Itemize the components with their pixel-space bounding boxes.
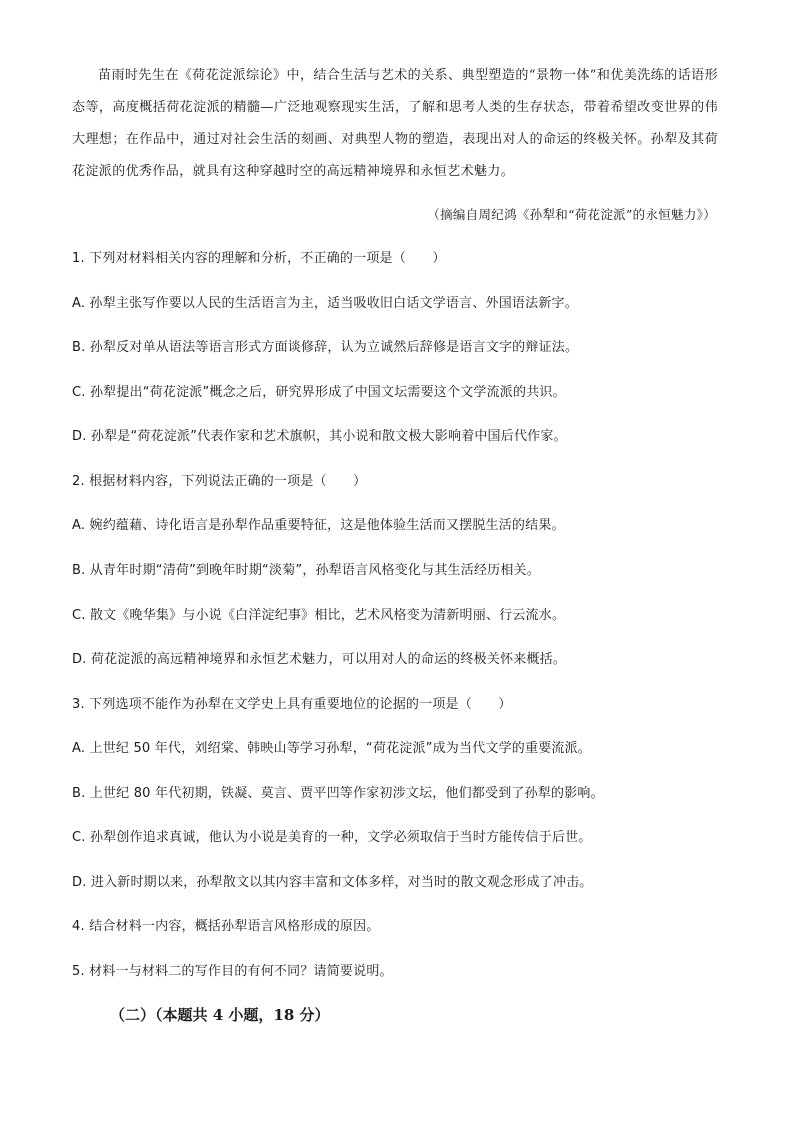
question-3-stem: 3. 下列选项不能作为孙犁在文学史上具有重要地位的论据的一项是（ ） bbox=[72, 697, 512, 712]
question-3-option-b: B. 上世纪 80 年代初期，铁凝、莫言、贾平凹等作家初涉文坛，他们都受到了孙犁的影响。 bbox=[72, 786, 604, 801]
passage-source: （摘编自周纪鸿《孙犁和“荷花淀派”的永恒魅力》） bbox=[427, 207, 716, 222]
section-heading: （二）（本题共 4 小题，18 分） bbox=[110, 1006, 330, 1024]
question-1-option-b: B. 孙犁反对单从语法等语言形式方面谈修辞，认为立诚然后辞修是语言文字的辩证法。 bbox=[72, 340, 579, 355]
question-2-option-c: C. 散文《晚华集》与小说《白洋淀纪事》相比，艺术风格变为清新明丽、行云流水。 bbox=[72, 608, 566, 623]
passage-paragraph: 苗雨时先生在《荷花淀派综论》中，结合生活与艺术的关系、典型塑造的“景物一体”和优美洗练的话语形态等，高度概括荷花淀派的精髓—广泛地观察现实生活，了解和思考人类的生存状态，带着希望改变世界的伟大理想；在作品中，通过对社会生活的刻画、对典型人物的塑造，表现出对人的命运的终极关怀。孙犁及其荷花淀派的优秀作品，就具有这种穿越时空的高远精神境界和永恒艺术魅力。 bbox=[72, 68, 718, 179]
question-3-option-d: D. 进入新时期以来，孙犁散文以其内容丰富和文体多样，对当时的散文观念形成了冲击。 bbox=[72, 875, 593, 890]
question-4: 4. 结合材料一内容，概括孙犁语言风格形成的原因。 bbox=[72, 919, 380, 934]
question-5: 5. 材料一与材料二的写作目的有何不同？请简要说明。 bbox=[72, 964, 393, 979]
question-2-stem: 2. 根据材料内容，下列说法正确的一项是（ ） bbox=[72, 474, 367, 489]
question-3-option-c: C. 孙犁创作追求真诚，他认为小说是美育的一种，文学必须取信于当时方能传信于后世。 bbox=[72, 830, 592, 845]
question-3-option-a: A. 上世纪 50 年代，刘绍棠、韩映山等学习孙犁，“荷花淀派”成为当代文学的重要流派。 bbox=[72, 741, 592, 756]
question-1-stem: 1. 下列对材料相关内容的理解和分析，不正确的一项是（ ） bbox=[72, 251, 446, 266]
question-1-option-c: C. 孙犁提出“荷花淀派”概念之后，研究界形成了中国文坛需要这个文学流派的共识。 bbox=[72, 385, 566, 400]
question-2-option-d: D. 荷花淀派的高远精神境界和永恒艺术魅力，可以用对人的命运的终极关怀来概括。 bbox=[72, 652, 567, 667]
question-1-option-a: A. 孙犁主张写作要以人民的生活语言为主，适当吸收旧白话文学语言、外国语法新字。 bbox=[72, 296, 578, 311]
question-1-option-d: D. 孙犁是“荷花淀派”代表作家和艺术旗帜，其小说和散文极大影响着中国后代作家。 bbox=[72, 429, 567, 444]
question-2-option-b: B. 从青年时期“清荷”到晚年时期“淡菊”，孙犁语言风格变化与其生活经历相关。 bbox=[72, 563, 540, 578]
question-2-option-a: A. 婉约蕴藉、诗化语言是孙犁作品重要特征，这是他体验生活而又摆脱生活的结果。 bbox=[72, 518, 565, 533]
